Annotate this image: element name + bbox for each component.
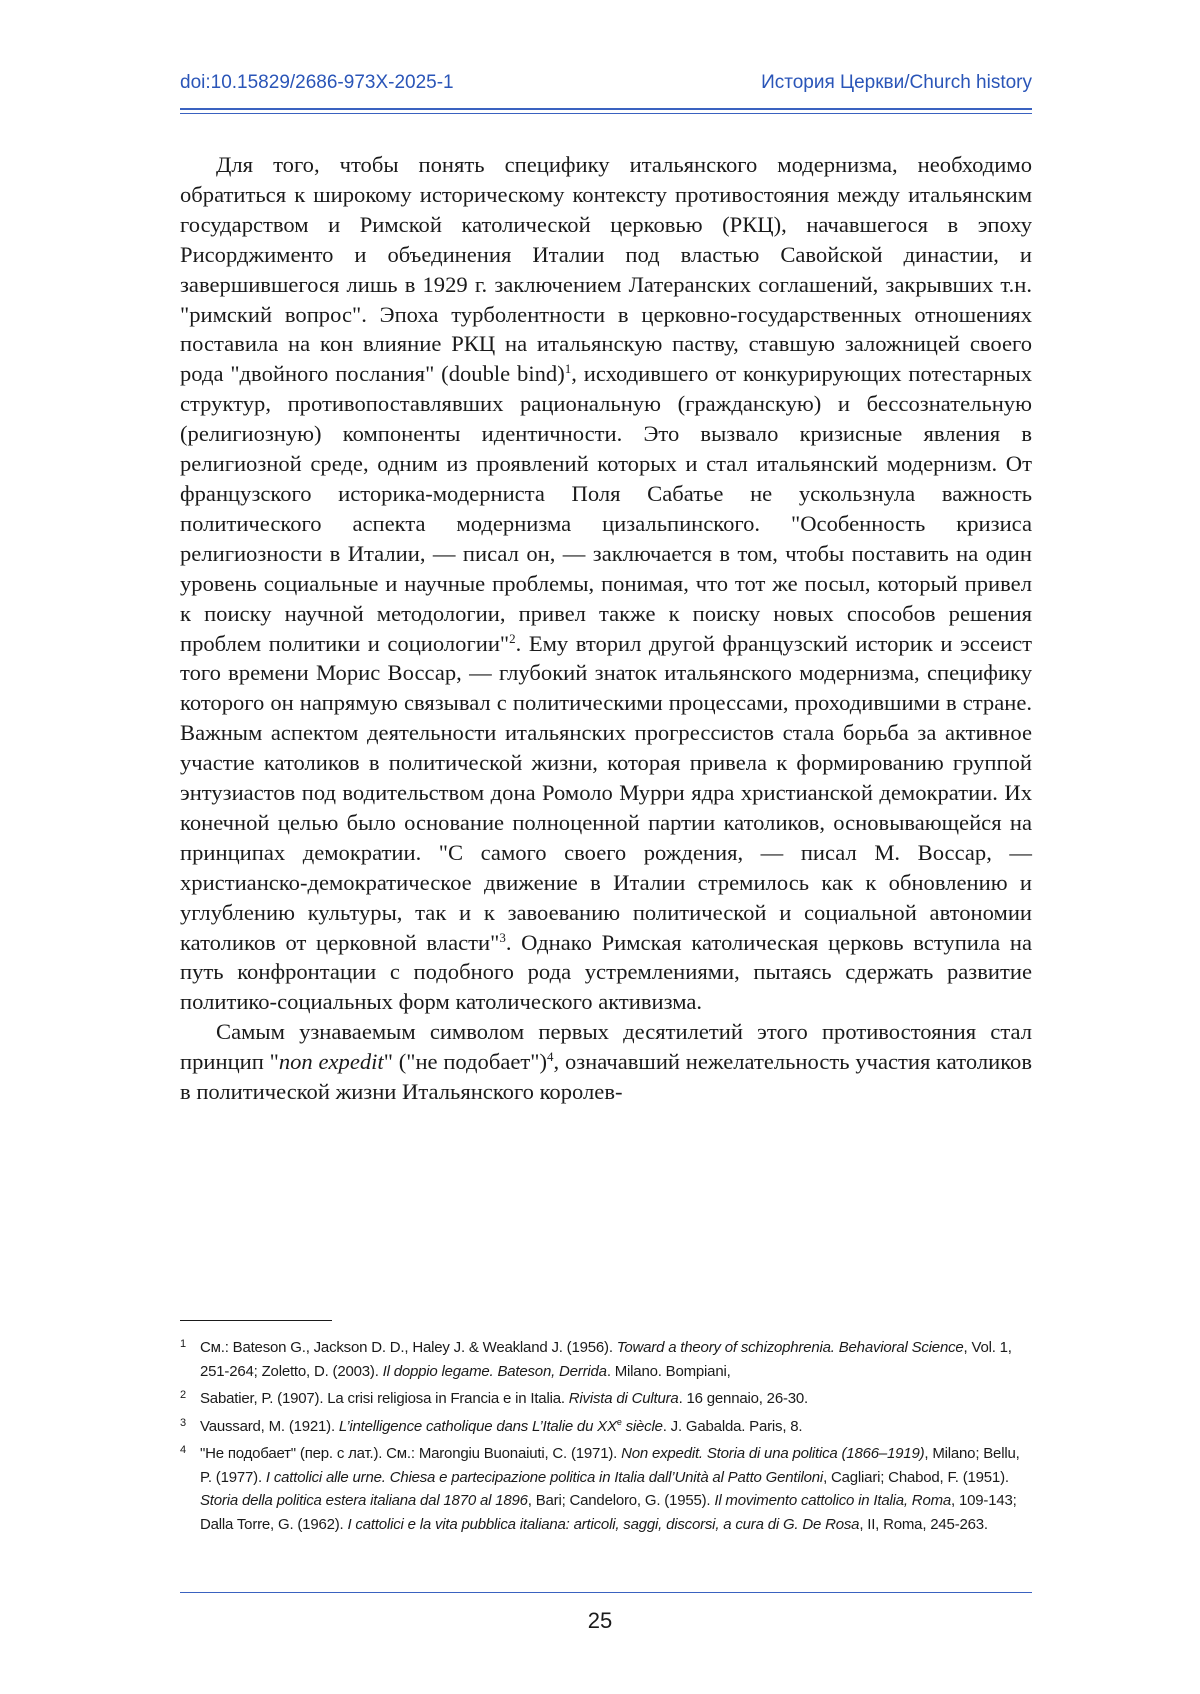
- superscript: e: [617, 1417, 622, 1427]
- text-run: . Ему вторил другой французский историк и эссеист того времени Морис Воссар, — глубокий знаток итальянского модернизма, специфику которого он напрямую свя­зывал с политическими процессами, проходившими в стране. Важным аспектом деятельности итальянских прогрессистов стала борьба за актив­ное участие католиков в политической жизни, которая привела к фор­мированию группой энтузиастов под водительством дона Ромоло Мурри ядра христианской демократии. Их конечной целью было основание полноценной партии католиков, основывающейся на принципах демо­кратии. "С самого своего рождения, — писал М. Воссар, — христианско-демократическое движение в Италии стремилось как к обновлению и углублению культуры, так и к завоеванию политической и социальной автономии католиков от церковной власти": [180, 631, 1032, 955]
- text-run: " ("не подобает"): [384, 1049, 547, 1074]
- italic-title: I cattolici e la vita pubblica italiana: articoli, saggi, discorsi, a cura di G. De Rosa: [348, 1516, 860, 1533]
- running-header: [180, 72, 1032, 94]
- text-run: , Bari; Candeloro, G. (1955).: [528, 1492, 715, 1509]
- footnote-separator: [180, 1320, 332, 1321]
- header-rule: [180, 108, 1032, 110]
- footnote-number: 4: [180, 1439, 200, 1533]
- footnote-ref-4[interactable]: 4: [547, 1049, 554, 1064]
- text-run: Sabatier, P. (1907). La crisi religiosa in Francia e in Italia.: [200, 1390, 569, 1407]
- text-run: Самым узнаваемым символом первых десятилетий этого противосто­яния стал принцип ": [180, 1019, 1032, 1074]
- footnote-text: [200, 1442, 1032, 1536]
- footnote-1: [180, 1336, 1032, 1383]
- text-run: , 109-143; Dalla Torre, G. (1962).: [200, 1492, 1017, 1533]
- text-run: , Milano; Bellu, P. (1977).: [200, 1445, 1020, 1486]
- section-title: История Церкви/Church history: [761, 72, 1032, 94]
- footnote-text: [200, 1336, 1032, 1383]
- italic-title: siècle: [622, 1418, 663, 1435]
- text-run: Для того, чтобы понять специфику итальянского модернизма, необ­ходимо обратиться к широкому историческому контексту противостоя­ния между итальянским государством и Римской католической церковью (РКЦ), начавшегося в эпоху Рисорджименто и объединения Италии под властью Савойской династии, и завершившегося лишь в 1929 г. заключе­нием Латеранских соглашений, закрывших т.н. "римский вопрос". Эпоха турболентности в церковно-государственных отношениях поставила на кон влияние РКЦ на итальянскую паству, ставшую заложницей сво­его рода "двойного послания" (double bind): [180, 152, 1032, 386]
- text-run: , Cagliari; Chabod, F. (1951).: [823, 1469, 1009, 1486]
- text-run: . J. Gabalda. Paris, 8.: [663, 1418, 803, 1435]
- italic-title: Toward a theory of schizophrenia. Behavioral Science: [617, 1339, 964, 1356]
- footer-rule: [180, 1592, 1032, 1593]
- text-run: , означавший нежелатель­ность участия католиков в политической жизни Итальянского королев-: [180, 1049, 1032, 1104]
- paragraph-1: [180, 150, 1032, 1017]
- italic-term: non expedit: [279, 1049, 384, 1074]
- text-run: . 16 gennaio, 26-30.: [679, 1390, 808, 1407]
- text-run: . Однако Римская католиче­ская церковь вступила на путь конфронтации с подобного рода устремле­ниями, пытаясь сдержать развитие политико-социальных форм католиче­ского активизма.: [180, 930, 1032, 1015]
- footnote-number: 2: [180, 1384, 200, 1408]
- text-run: , Vol. 1, 251-264; Zoletto, D. (2003).: [200, 1339, 1012, 1380]
- footnote-ref-3[interactable]: 3: [499, 930, 506, 945]
- italic-title: Il doppio legame. Bateson, Derrida: [383, 1363, 607, 1380]
- italic-title: Non expedit. Storia di una politica (1866–1919): [621, 1445, 924, 1462]
- text-run: , исходившего от конкуриру­ющих потестарных структур, противопоставлявших рациональную (гра­жданскую) и бессознательную (религиозную) компоненты идентичности. Это вызвало кризисные явления в религиозной среде, одним из проявле­ний которых и стал итальянский модернизм. От французского историка-модерниста Поля Сабатье не ускользнула важность политического аспекта модернизма цизальпинского. "Особенность кризиса религиозности в Ита­лии, — писал он, — заключается в том, чтобы поставить на один уровень социальные и научные проблемы, понимая, что тот же посыл, который привел к поиску научной методологии, привел также к поиску новых спо­собов решения проблем политики и социологии": [180, 361, 1032, 655]
- footnote-2: [180, 1387, 1032, 1411]
- italic-title: I cattolici alle urne. Chiesa e partecipazione politica in Italia dall’Unità al Patto Gentiloni: [266, 1469, 823, 1486]
- text-run: Vaussard, M. (1921).: [200, 1418, 339, 1435]
- text-run: "Не подобает" (пер. с лат.). См.: Marongiu Buonaiuti, C. (1971).: [200, 1445, 621, 1462]
- footnote-text: [200, 1415, 1032, 1439]
- paragraph-2: [180, 1017, 1032, 1107]
- italic-title: Rivista di Cultura: [569, 1390, 679, 1407]
- footnote-text: [200, 1387, 1032, 1411]
- footnote-number: 1: [180, 1333, 200, 1380]
- article-body: [180, 150, 1032, 1107]
- italic-title: Il movimento cattolico in Italia, Roma: [714, 1492, 951, 1509]
- text-run: См.: Bateson G., Jackson D. D., Haley J. & Weakland J. (1956).: [200, 1339, 617, 1356]
- italic-title: Storia della politica estera italiana dal 1870 al 1896: [200, 1492, 528, 1509]
- doi-link[interactable]: doi:10.15829/2686-973X-2025-1: [180, 72, 454, 94]
- footnote-ref-1[interactable]: 1: [565, 361, 572, 376]
- page-number: 25: [0, 1608, 1200, 1634]
- italic-title: L’intelligence catholique dans L’Italie du XX: [339, 1418, 617, 1435]
- footnotes: [180, 1336, 1032, 1540]
- footnote-number: 3: [180, 1412, 200, 1436]
- footnote-4: [180, 1442, 1032, 1536]
- text-run: , II, Roma, 245-263.: [859, 1516, 988, 1533]
- footnote-ref-2[interactable]: 2: [509, 631, 516, 646]
- text-run: . Milano. Bompiani,: [607, 1363, 731, 1380]
- footnote-3: [180, 1415, 1032, 1439]
